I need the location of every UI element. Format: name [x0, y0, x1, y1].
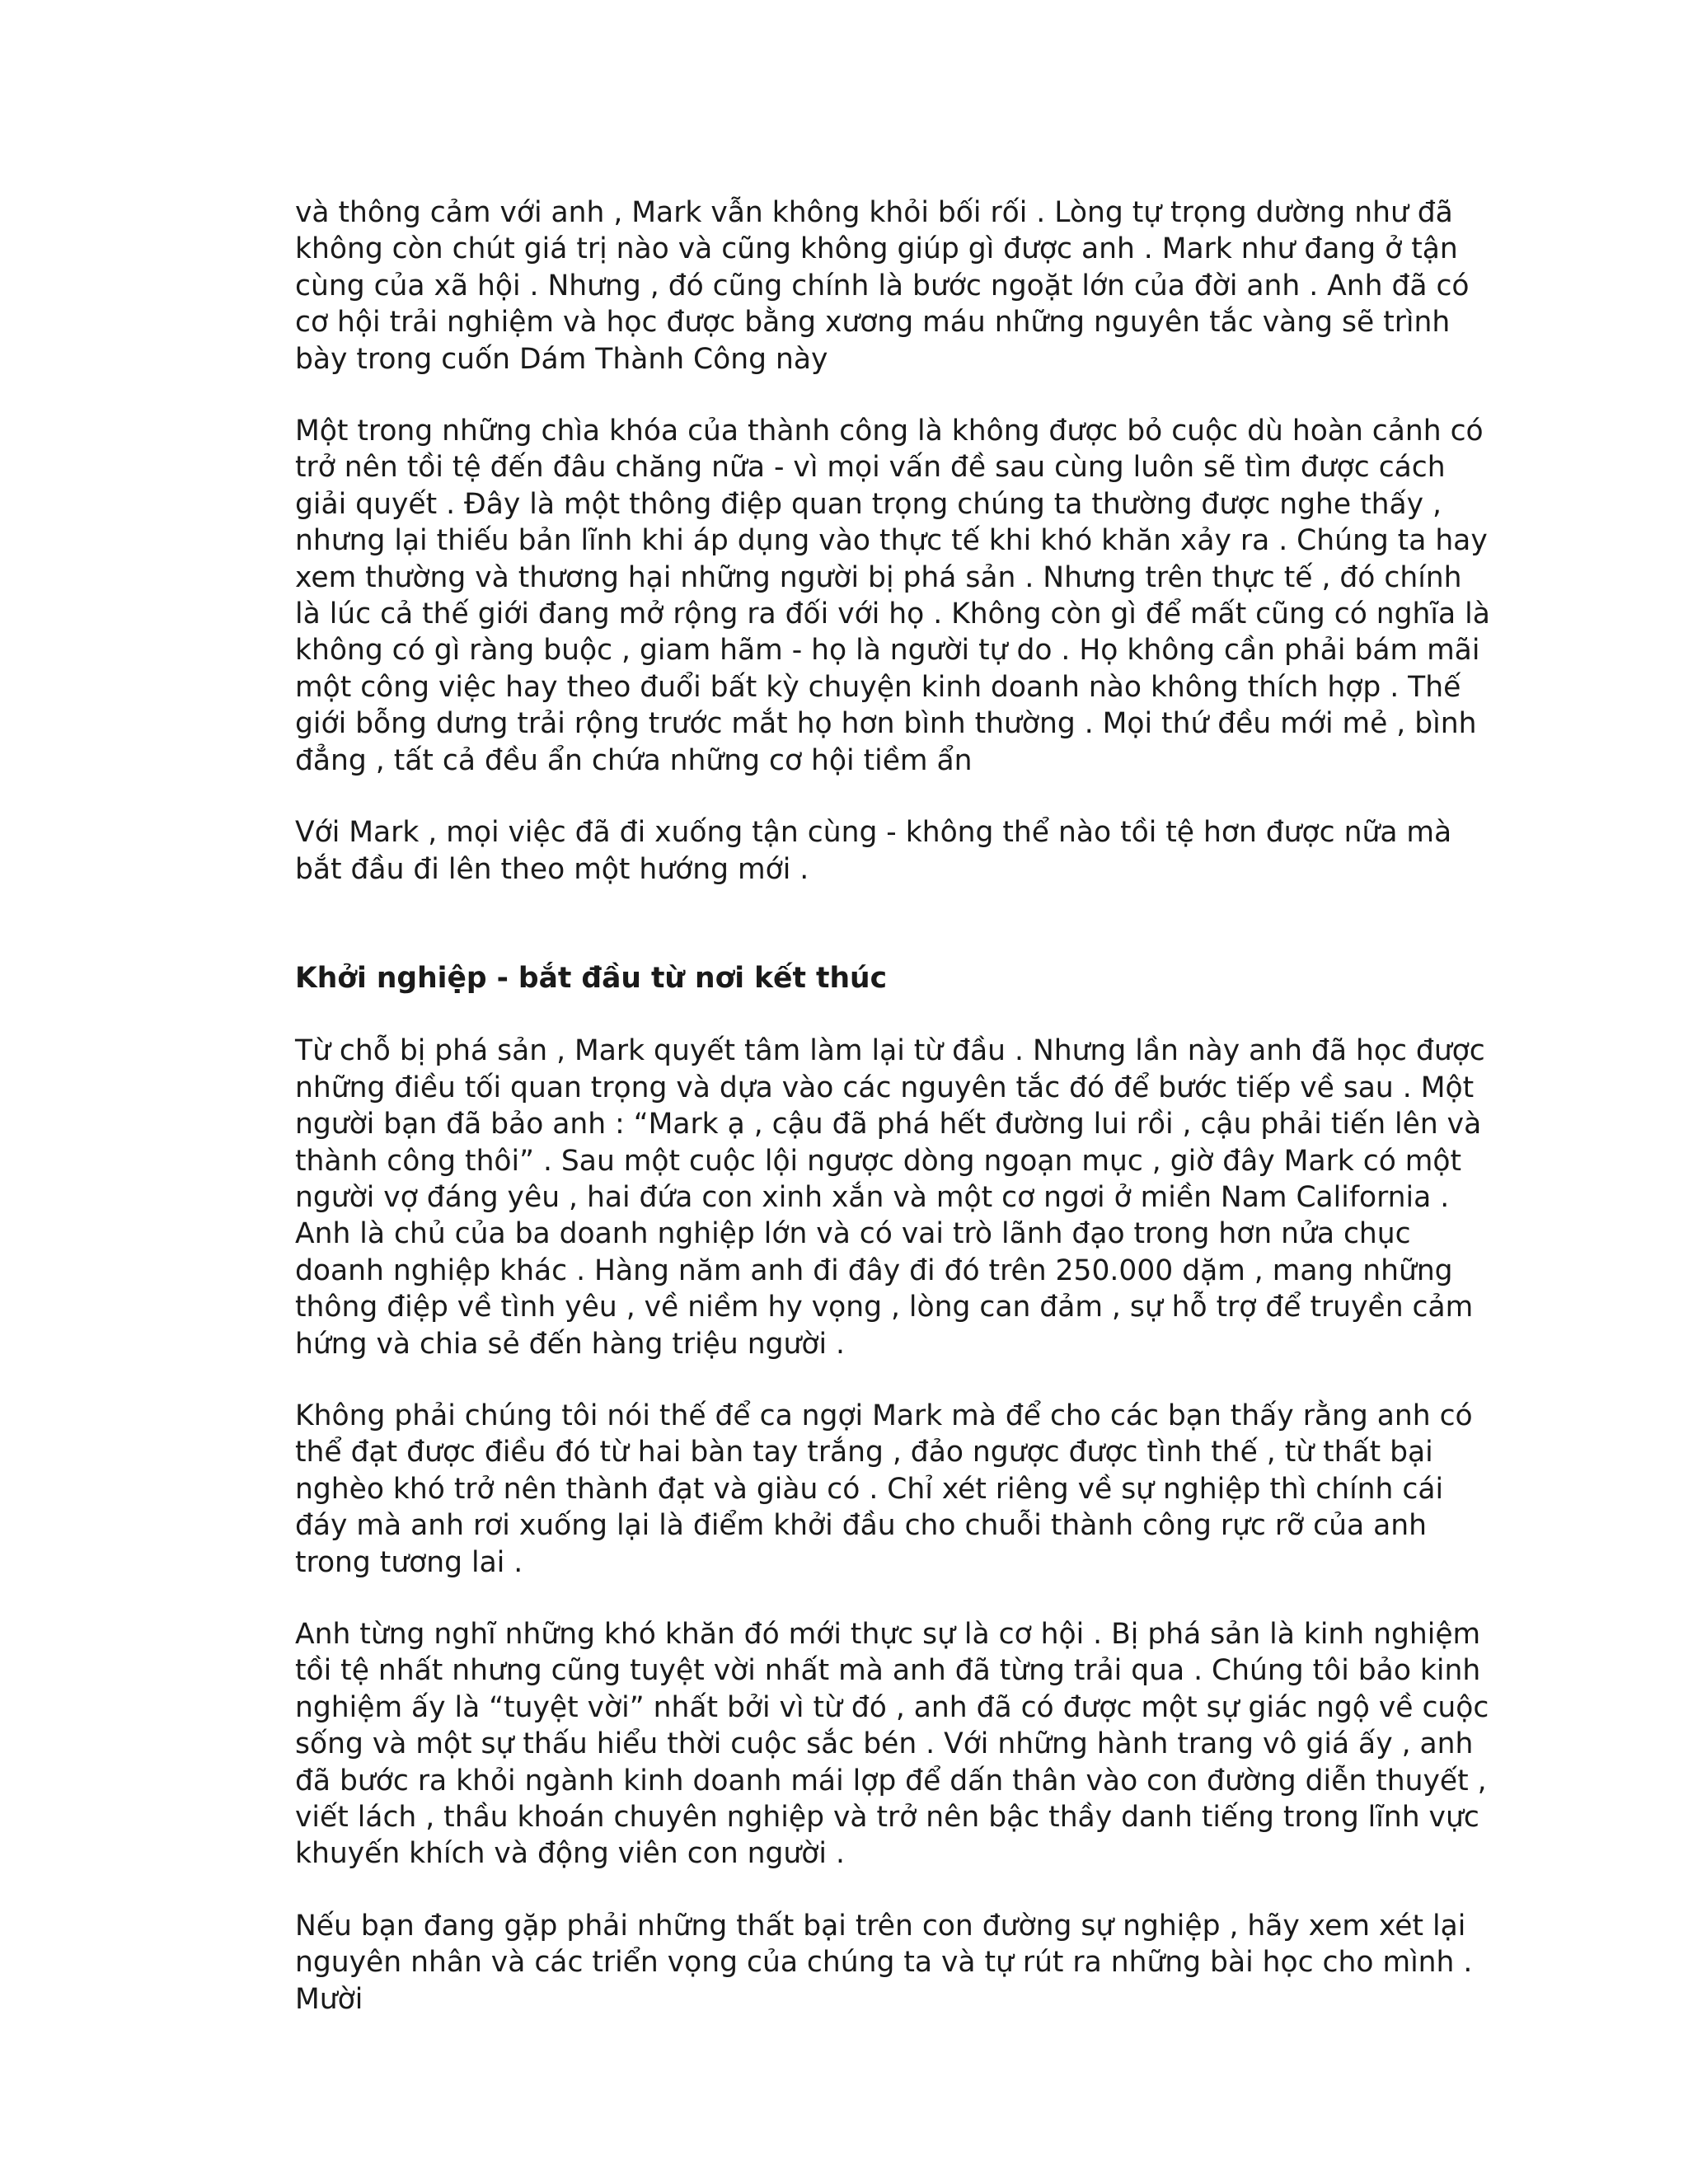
- paragraph-4: Từ chỗ bị phá sản , Mark quyết tâm làm lại từ đầu . Nhưng lần này anh đã học được những điều tối quan trọng và dựa vào các nguyên tắc đó để bước tiếp về sau . Một người bạn đã bảo anh : “Mark ạ , cậu đã phá hết đường lui rồi , cậu phải tiến lên và thành công thôi” . Sau một cuộc lội ngược dòng ngoạn mục , giờ đây Mark có một người vợ đáng yêu , hai đứa con xinh xắn và một cơ ngơi ở miền Nam California . Anh là chủ của ba doanh nghiệp lớn và có vai trò lãnh đạo trong hơn nửa chục doanh nghiệp khác . Hàng năm anh đi đây đi đó trên 250.000 dặm , mang những thông điệp về tình yêu , về niềm hy vọng , lòng can đảm , sự hỗ trợ để truyền cảm hứng và chia sẻ đến hàng triệu người .: [295, 1034, 1485, 1361]
- document-page: [295, 194, 1490, 2018]
- paragraph-3: Với Mark , mọi việc đã đi xuống tận cùng - không thể nào tồi tệ hơn được nữa mà bắt đầu đi lên theo một hướng mới .: [295, 816, 1452, 886]
- paragraph-2: Một trong những chìa khóa của thành công là không được bỏ cuộc dù hoàn cảnh có trở nên tồi tệ đến đâu chăng nữa - vì mọi vấn đề sau cùng luôn sẽ tìm được cách giải quyết . Đây là một thông điệp quan trọng chúng ta thường được nghe thấy , nhưng lại thiếu bản lĩnh khi áp dụng vào thực tế khi khó khăn xảy ra . Chúng ta hay xem thường và thương hại những người bị phá sản . Nhưng trên thực tế , đó chính là lúc cả thế giới đang mở rộng ra đối với họ . Không còn gì để mất cũng có nghĩa là không có gì ràng buộc , giam hãm - họ là người tự do . Họ không cần phải bám mãi một công việc hay theo đuổi bất kỳ chuyện kinh doanh nào không thích hợp . Thế giới bỗng dưng trải rộng trước mắt họ hơn bình thường . Mọi thứ đều mới mẻ , bình đẳng , tất cả đều ẩn chứa những cơ hội tiềm ẩn: [295, 415, 1490, 777]
- paragraph-7: Nếu bạn đang gặp phải những thất bại trên con đường sự nghiệp , hãy xem xét lại nguyên nhân và các triển vọng của chúng ta và tự rút ra những bài học cho mình . Mười: [295, 1909, 1473, 2016]
- paragraph-6: Anh từng nghĩ những khó khăn đó mới thực sự là cơ hội . Bị phá sản là kinh nghiệm tồi tệ nhất nhưng cũng tuyệt vời nhất mà anh đã từng trải qua . Chúng tôi bảo kinh nghiệm ấy là “tuyệt vời” nhất bởi vì từ đó , anh đã có được một sự giác ngộ về cuộc sống và một sự thấu hiểu thời cuộc sắc bén . Với những hành trang vô giá ấy , anh đã bước ra khỏi ngành kinh doanh mái lợp để dấn thân vào con đường diễn thuyết , viết lách , thầu khoán chuyên nghiệp và trở nên bậc thầy danh tiếng trong lĩnh vực khuyến khích và động viên con người .: [295, 1618, 1489, 1871]
- paragraph-1: và thông cảm với anh , Mark vẫn không khỏi bối rối . Lòng tự trọng dường như đã không còn chút giá trị nào và cũng không giúp gì được anh . Mark như đang ở tận cùng của xã hội . Nhưng , đó cũng chính là bước ngoặt lớn của đời anh . Anh đã có cơ hội trải nghiệm và học được bằng xương máu những nguyên tắc vàng sẽ trình bày trong cuốn Dám Thành Công này: [295, 196, 1470, 376]
- paragraph-5: Không phải chúng tôi nói thế để ca ngợi Mark mà để cho các bạn thấy rằng anh có thể đạt được điều đó từ hai bàn tay trắng , đảo ngược được tình thế , từ thất bại nghèo khó trở nên thành đạt và giàu có . Chỉ xét riêng về sự nghiệp thì chính cái đáy mà anh rơi xuống lại là điểm khởi đầu cho chuỗi thành công rực rỡ của anh trong tương lai .: [295, 1399, 1473, 1579]
- section-heading: Khởi nghiệp - bắt đầu từ nơi kết thúc: [295, 961, 888, 995]
